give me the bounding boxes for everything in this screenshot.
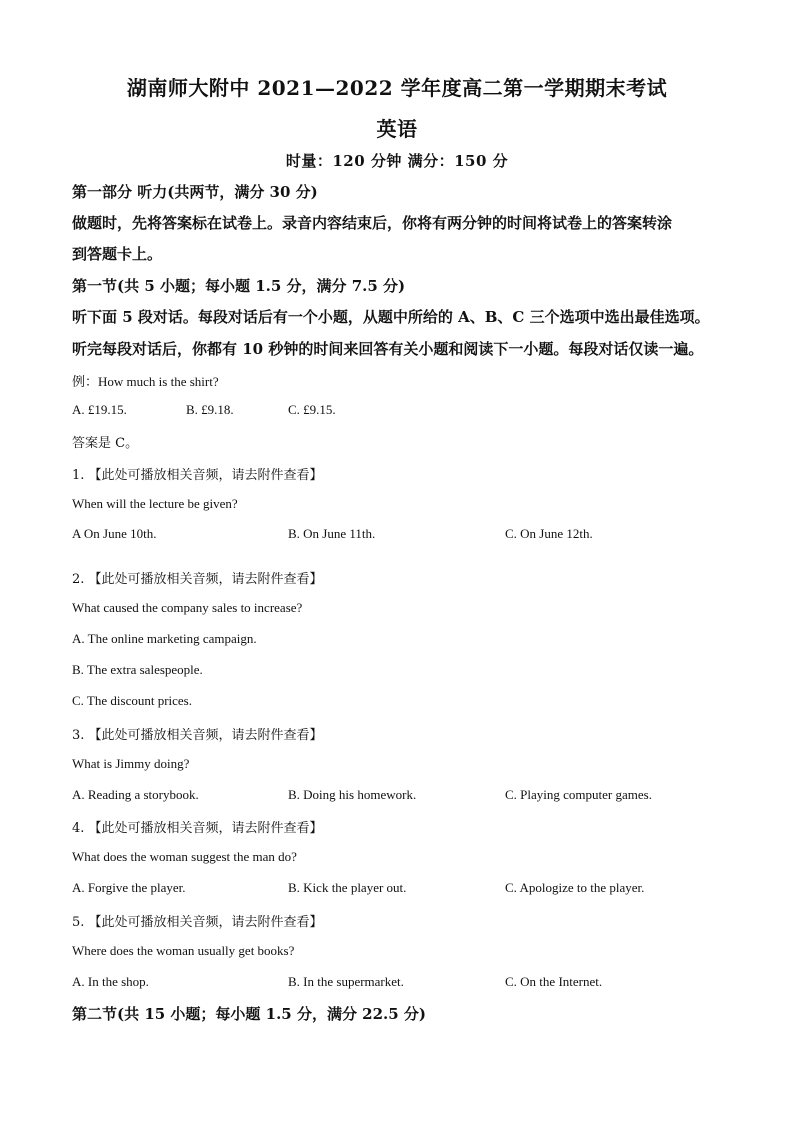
- q4-audio-note[interactable]: 4. 【此处可播放相关音频，请去附件查看】: [72, 821, 323, 836]
- part1-heading: 第一部分 听力(共两节，满分 30 分): [72, 183, 318, 201]
- q3-option-b: B. Doing his homework.: [288, 787, 417, 802]
- q4-option-a: A. Forgive the player.: [72, 880, 186, 895]
- q2-option-c: C. The discount prices.: [72, 693, 192, 708]
- q4-option-b: B. Kick the player out.: [288, 880, 407, 895]
- example-answer: 答案是 C。: [72, 436, 139, 451]
- q1-question: When will the lecture be given?: [72, 496, 238, 511]
- q5-audio-note[interactable]: 5. 【此处可播放相关音频，请去附件查看】: [72, 915, 323, 930]
- q5-option-a: A. In the shop.: [72, 974, 149, 989]
- example-option-b: B. £9.18.: [186, 402, 234, 417]
- q2-question: What caused the company sales to increase?: [72, 600, 303, 615]
- q3-audio-note[interactable]: 3. 【此处可播放相关音频，请去附件查看】: [72, 728, 323, 743]
- part1-instruction-line2: 到答题卡上。: [72, 245, 163, 263]
- q3-option-c: C. Playing computer games.: [505, 787, 652, 802]
- q1-option-c: C. On June 12th.: [505, 526, 593, 541]
- part1-instruction-line1: 做题时，先将答案标在试卷上。录音内容结束后，你将有两分钟的时间将试卷上的答案转涂: [72, 214, 673, 232]
- example-question: 例：How much is the shirt?: [72, 374, 219, 389]
- q1-option-b: B. On June 11th.: [288, 526, 376, 541]
- section1-instruction-line2: 听完每段对话后，你都有 10 秒钟的时间来回答有关小题和阅读下一小题。每段对话仅读一遍。: [72, 340, 704, 358]
- q4-option-c: C. Apologize to the player.: [505, 880, 645, 895]
- q2-option-b: B. The extra salespeople.: [72, 662, 203, 677]
- exam-title: 湖南师大附中 2021—2022 学年度高二第一学期期末考试: [126, 76, 668, 100]
- example-option-c: C. £9.15.: [288, 402, 336, 417]
- q5-option-b: B. In the supermarket.: [288, 974, 404, 989]
- section1-instruction-line1: 听下面 5 段对话。每段对话后有一个小题，从题中所给的 A、B、C 三个选项中选出最佳选项。: [72, 308, 710, 326]
- q3-question: What is Jimmy doing?: [72, 756, 190, 771]
- q1-option-a: A On June 10th.: [72, 526, 157, 541]
- q2-audio-note[interactable]: 2. 【此处可播放相关音频，请去附件查看】: [72, 572, 323, 587]
- q5-option-c: C. On the Internet.: [505, 974, 603, 989]
- q3-option-a: A. Reading a storybook.: [72, 787, 199, 802]
- subject-title: 英语: [376, 117, 418, 141]
- time-score-line: 时量：120 分钟 满分：150 分: [285, 152, 509, 170]
- section2-heading: 第二节(共 15 小题；每小题 1.5 分，满分 22.5 分): [72, 1005, 427, 1023]
- example-option-a: A. £19.15.: [72, 402, 127, 417]
- q5-question: Where does the woman usually get books?: [72, 943, 295, 958]
- q2-option-a: A. The online marketing campaign.: [72, 631, 257, 646]
- q4-question: What does the woman suggest the man do?: [72, 849, 297, 864]
- q1-audio-note[interactable]: 1. 【此处可播放相关音频，请去附件查看】: [72, 468, 323, 483]
- section1-heading: 第一节(共 5 小题；每小题 1.5 分，满分 7.5 分): [72, 277, 406, 295]
